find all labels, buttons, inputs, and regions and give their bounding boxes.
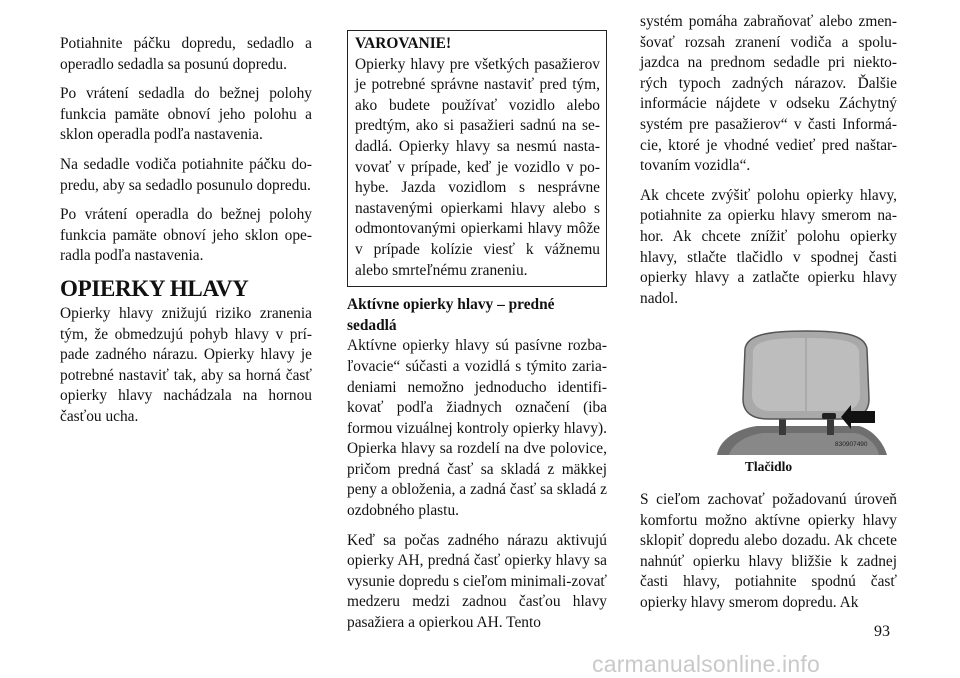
paragraph-head-restraints-intro: Opierky hlavy znižujú riziko zranenia tým, že obmedzujú pohyb hlavy v prí-pade zadného nárazu. Opierky hlavy je potrebné nastaviť tak, aby sa horná časť opierky hlavy nachádzala na hornou časťou ucha.: [60, 304, 312, 425]
paragraph-backrest-memory: Po vrátení operadla do bežnej polohy funkcia pamäte obnoví jeho sklon ope-radla podľa nastavenia.: [60, 206, 312, 265]
paragraph-comfort-tilt: S cieľom zachovať požadovanú úroveň komfortu možno aktívne opierky hlavy sklopiť dopredu alebo dozadu. Ak chcete nahnúť opierku hlavy bližšie k zadnej časti hlavy, potiahnite spodnú časť opierky hlavy smerom dopredu. Ak: [640, 490, 897, 611]
subheading-active-head-restraints: Aktívne opierky hlavy – predné sedadlá: [347, 296, 555, 334]
head-restraint-illustration: [709, 329, 889, 455]
warning-title: VAROVANIE!: [355, 35, 452, 52]
paragraph-seat-forward: Potiahnite páčku dopredu, sedadlo a operadlo sedadla sa posunú dopredu.: [60, 35, 312, 73]
warning-box: [347, 30, 607, 287]
section-heading-head-restraints: OPIERKY HLAVY: [60, 275, 249, 301]
paragraph-adjust-height: Ak chcete zvýšiť polohu opierky hlavy, potiahnite za opierku hlavy smerom na-hor. Ak chcete znížiť polohu opierky hlavy, stlačte tlačidlo v spodnej časti opierky hlavy a zatlačte opierku hlavy nadol.: [640, 186, 897, 307]
head-restraint-figure: [709, 329, 889, 455]
paragraph-active-restraints: Aktívne opierky hlavy sú pasívne rozba-ľovacie“ súčasti a vozidlá s týmito zaria-deniami nemožno jednoducho identifi-kovať podľa žiadnych označení (iba formou vizuálnej kontroly opierky hlavy). Opierka hlavy sa rozdelí na dve polovice, pričom predná časť sa skladá z mäkkej peny a obloženia, a zadná časť sa skladá z ozdobného plastu.: [347, 337, 607, 520]
release-button: [822, 413, 836, 419]
figure-caption: Tlačidlo: [744, 459, 793, 475]
paragraph-seat-memory: Po vrátení sedadla do bežnej polohy funkcia pamäte obnoví jeho polohu a sklon operadla podľa nastavenia.: [60, 85, 312, 144]
paragraph-ah-activation: Keď sa počas zadného nárazu aktivujú opierky AH, predná časť opierky hlavy sa vysunie dopredu s cieľom minimali-zovať medzeru medzi zadnou časťou hlavy pasažiera a opierkou AH. Tento: [347, 531, 607, 632]
warning-text: Opierky hlavy pre všetkých pasažierov je potrebné správne nastaviť pred tým, ako budete používať vozidlo alebo predtým, ako si pasažieri sadnú na se-dadlá. Opierky hlavy sa nesmú nasta-vovať v prípade, keď je vozidlo v po-hybe. Jazda vozidlom s nesprávne nastavenými opierkami hlavy alebo s odmontovanými opierkami hlavy môže v prípade kolízie viesť k vážnemu alebo smrteľnému zraneniu.: [355, 55, 600, 279]
page-number: 93: [874, 623, 890, 640]
figure-code: 830907490: [835, 441, 868, 449]
left-column: [60, 34, 312, 437]
middle-column: [347, 34, 607, 643]
watermark: carmanualsonline.info: [592, 651, 820, 677]
right-column: [640, 12, 897, 622]
paragraph-system-helps: systém pomáha zabraňovať alebo zmen-šovať rozsah zranení vodiča a spolu-jazdca na prednom sedadle pri niekto-rých typoch zadných nárazov. Ďalšie informácie nájdete v odseku Záchytný systém pre pasažierov“ v časti Informá-cie, ktoré je vhodné vedieť pred naštar-tovaním vozidla“.: [640, 13, 897, 175]
paragraph-driver-seat: Na sedadle vodiča potiahnite páčku do-predu, aby sa sedadlo posunulo dopredu.: [60, 155, 312, 194]
